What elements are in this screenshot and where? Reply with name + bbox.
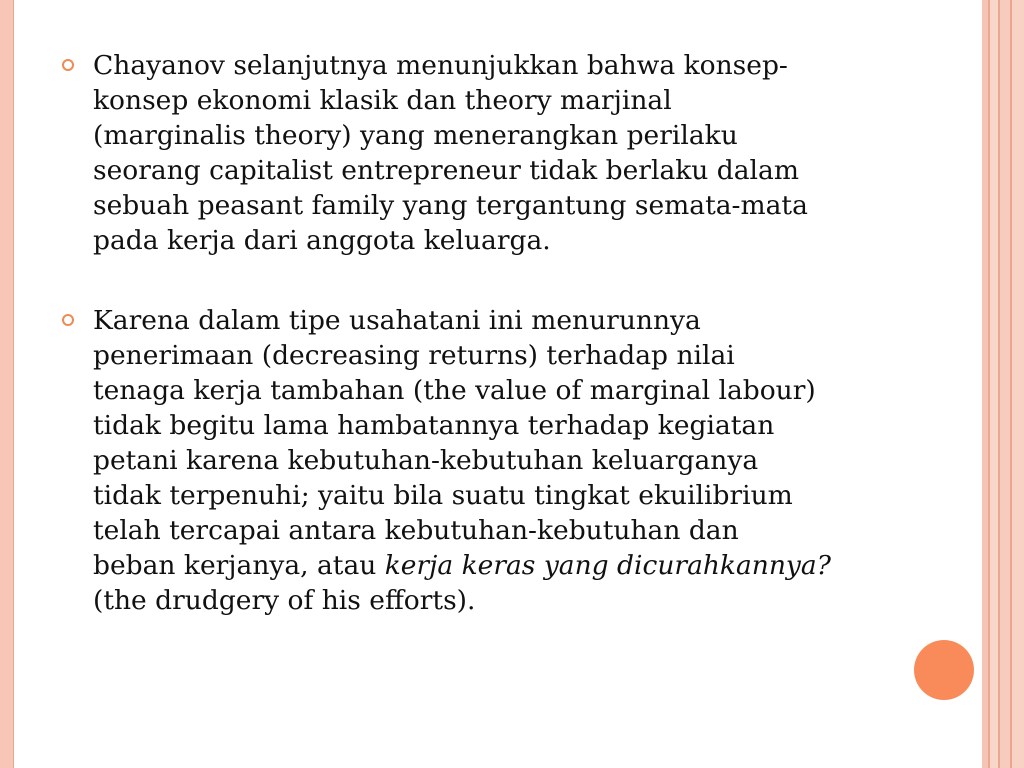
text-line: seorang capitalist entrepreneur tidak berlaku dalam <box>93 155 799 186</box>
text-line: Chayanov selanjutnya menunjukkan bahwa konsep- <box>93 50 788 81</box>
left-edge-line <box>13 0 14 768</box>
text-line: tidak begitu lama hambatannya terhadap kegiatan <box>93 410 775 441</box>
text-line: tidak terpenuhi; yaitu bila suatu tingkat ekuilibrium <box>93 480 793 511</box>
text-line-mixed <box>93 548 960 583</box>
bullet-paragraph-2 <box>60 303 960 618</box>
left-edge-decoration <box>0 0 13 768</box>
text-line: pada kerja dari anggota keluarga. <box>93 225 551 256</box>
text-line: Karena dalam tipe usahatani ini menurunnya <box>93 305 701 336</box>
text-line: (marginalis theory) yang menerangkan perilaku <box>93 120 738 151</box>
text-line: petani karena kebutuhan-kebutuhan keluarganya <box>93 445 759 476</box>
right-stripe <box>1012 0 1024 768</box>
text-line: konsep ekonomi klasik dan theory marjinal <box>93 85 672 116</box>
text-line: penerimaan (decreasing returns) terhadap nilai <box>93 340 735 371</box>
bullet-paragraph-1 <box>60 48 960 258</box>
bullet-ring-icon <box>62 59 74 71</box>
text-line: tenaga kerja tambahan (the value of marginal labour) <box>93 375 816 406</box>
italic-text-segment: kerja keras yang dicurahkannya? <box>384 550 831 581</box>
text-segment: beban kerjanya, atau <box>93 550 385 581</box>
bullet-ring-icon <box>62 314 74 326</box>
text-line: sebuah peasant family yang tergantung semata-mata <box>93 190 808 221</box>
right-stripe <box>990 0 998 768</box>
right-stripe <box>1000 0 1010 768</box>
text-line: telah tercapai antara kebutuhan-kebutuhan dan <box>93 515 739 546</box>
text-line: (the drudgery of his efforts). <box>93 585 476 616</box>
slide-content <box>60 48 960 663</box>
